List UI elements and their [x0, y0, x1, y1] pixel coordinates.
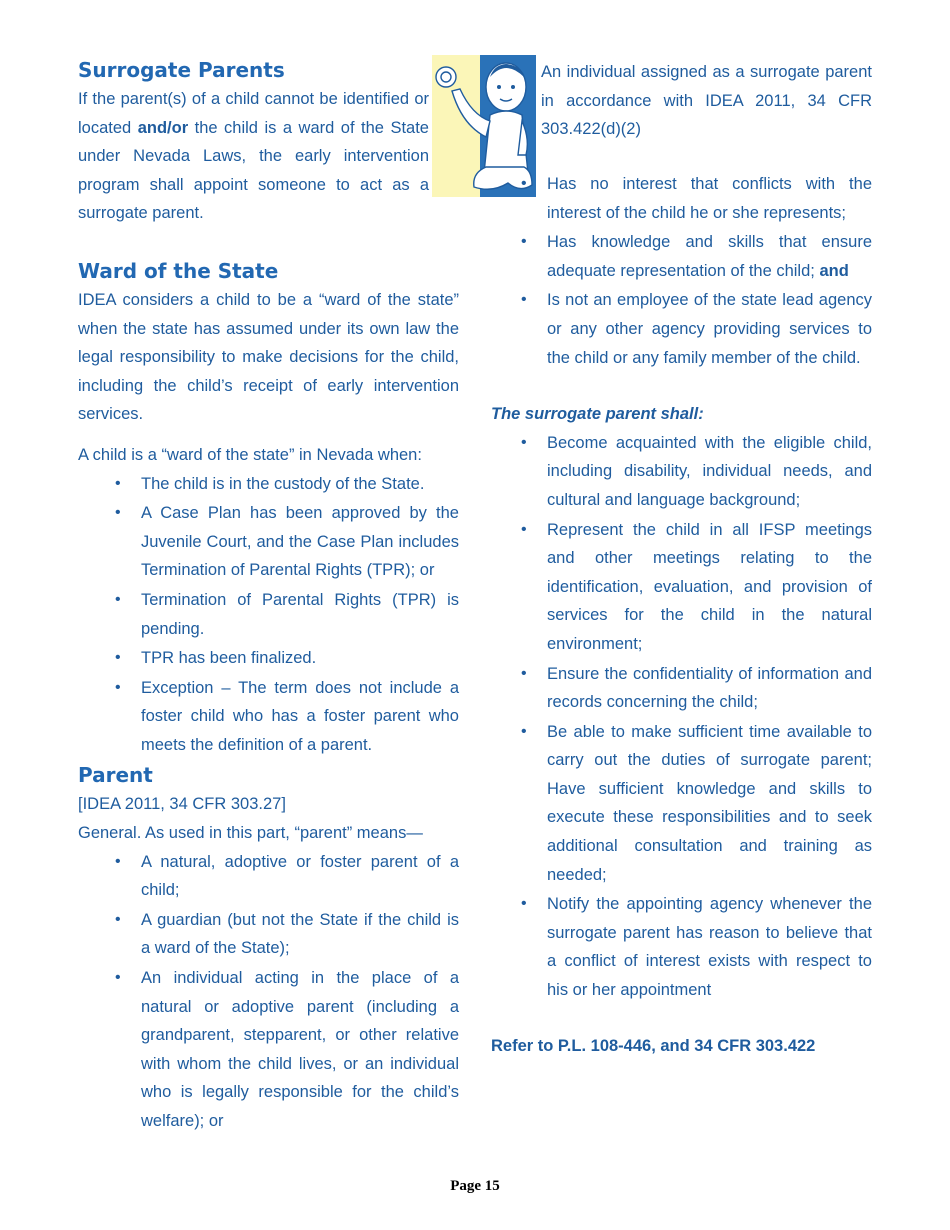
parent-intro: General. As used in this part, “parent” means— [78, 824, 423, 843]
ward-of-state-intro: A child is a “ward of the state” in Nevada when: [78, 445, 422, 464]
list-item: • A natural, adoptive or foster parent of a child; [141, 848, 459, 905]
ward-of-state-heading: Ward of the State [78, 258, 279, 283]
list-item: • An individual acting in the place of a natural or adoptive parent (including a grandparent, stepparent, or other relative with whom the child lives, or an individual who is legally responsible for the child’s welfare); or [141, 964, 459, 1136]
parent-citation: [IDEA 2011, 34 CFR 303.27] [78, 795, 286, 814]
parent-definition-list [141, 848, 459, 1136]
surrogate-parents-heading: Surrogate Parents [78, 58, 285, 82]
surrogate-parents-paragraph: If the parent(s) of a child cannot be identified or located and/or the child is a ward of the State under Nevada Laws, the early intervention program shall appoint someone to act as a surrogate parent. [78, 90, 429, 223]
left-column [78, 55, 459, 1137]
page-number: Page 15 [450, 1178, 500, 1194]
list-item: • The child is in the custody of the State. [141, 470, 459, 499]
surrogate-shall-heading: The surrogate parent shall: [491, 405, 704, 424]
list-item: • Exception – The term does not include a foster child who has a foster parent who meets the definition of a parent. [141, 674, 459, 760]
list-item: • Has no interest that conflicts with the interest of the child he or she represents; [547, 170, 872, 227]
list-item: • A guardian (but not the State if the child is a ward of the State); [141, 906, 459, 963]
reference-note: Refer to P.L. 108-446, and 34 CFR 303.422 [491, 1036, 816, 1055]
parent-heading: Parent [78, 763, 153, 788]
list-item: • A Case Plan has been approved by the Juvenile Court, and the Case Plan includes Termination of Parental Rights (TPR); or [141, 499, 459, 585]
list-item: • TPR has been finalized. [141, 644, 459, 673]
ward-criteria-list [141, 470, 459, 760]
list-item: • Become acquainted with the eligible child, including disability, individual needs, and cultural and language background; [547, 429, 872, 515]
list-item: • Ensure the confidentiality of information and records concerning the child; [547, 660, 872, 717]
list-item: • Notify the appointing agency whenever the surrogate parent has reason to believe that a conflict of interest exists with respect to his or her appointment [547, 890, 872, 1004]
list-item: • Is not an employee of the state lead agency or any other agency providing services to the child or any family member of the child. [547, 286, 872, 372]
right-column [491, 170, 872, 1060]
list-item: • Represent the child in all IFSP meetings and other meetings relating to the identification, evaluation, and provision of services for the child in the natural environment; [547, 516, 872, 659]
list-item: • Termination of Parental Rights (TPR) is pending. [141, 586, 459, 643]
surrogate-duties-list [547, 429, 872, 1005]
surrogate-definition-intro: An individual assigned as a surrogate parent in accordance with IDEA 2011, 34 CFR 303.422(d)(2) [541, 63, 872, 139]
ward-of-state-paragraph: IDEA considers a child to be a “ward of the state” when the state has assumed under its own law the legal responsibility to make decisions for the child, including the child’s receipt of early intervention services. [78, 290, 459, 424]
list-item: • Has knowledge and skills that ensure adequate representation of the child; and [547, 228, 872, 285]
surrogate-criteria-list [547, 170, 872, 372]
list-item: • Be able to make sufficient time available to carry out the duties of surrogate parent; Have sufficient knowledge and skills to execute these responsibilities and to seek additional consultation and training as needed; [547, 718, 872, 890]
